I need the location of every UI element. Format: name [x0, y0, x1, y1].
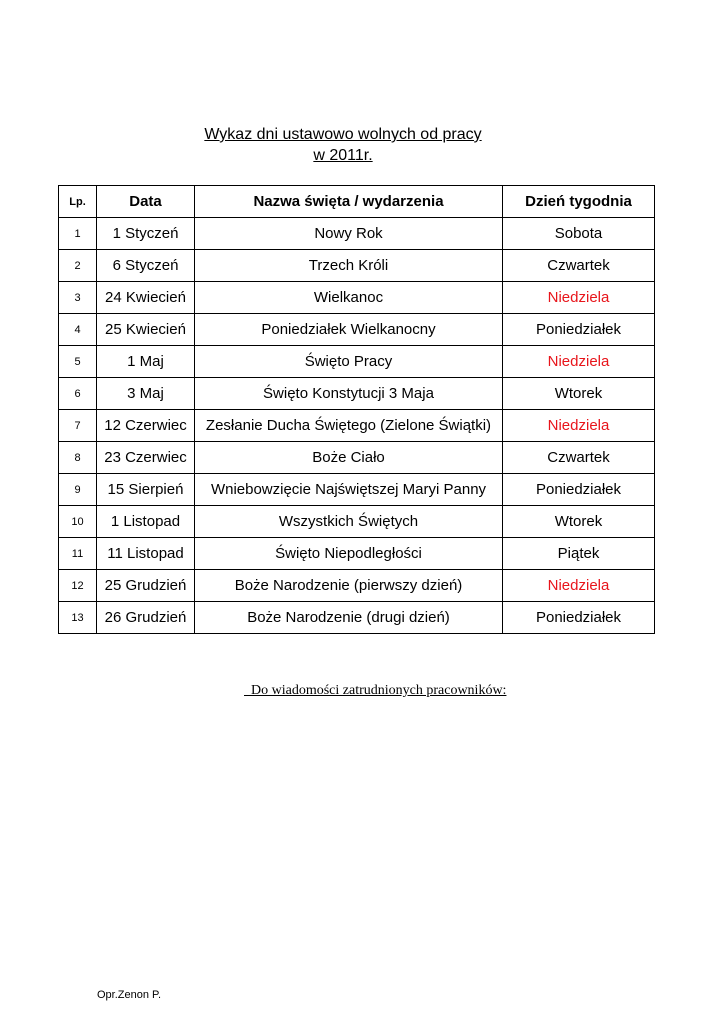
cell-date: 12 Czerwiec — [97, 410, 195, 442]
cell-date: 24 Kwiecień — [97, 282, 195, 314]
table-row — [59, 506, 655, 538]
table-row — [59, 538, 655, 570]
cell-date: 15 Sierpień — [97, 474, 195, 506]
document-title: Wykaz dni ustawowo wolnych od pracy — [204, 126, 482, 143]
cell-holiday-name: Zesłanie Ducha Świętego (Zielone Świątki) — [195, 410, 503, 442]
cell-weekday: Sobota — [503, 218, 655, 250]
header-lp: Lp. — [59, 186, 97, 218]
cell-weekday: Czwartek — [503, 442, 655, 474]
cell-lp: 8 — [59, 442, 97, 474]
notice-employees: Do wiadomości zatrudnionych pracowników: — [244, 683, 507, 698]
cell-weekday: Niedziela — [503, 346, 655, 378]
cell-date: 1 Maj — [97, 346, 195, 378]
cell-date: 1 Styczeń — [97, 218, 195, 250]
cell-date: 1 Listopad — [97, 506, 195, 538]
header-weekday: Dzień tygodnia — [503, 186, 655, 218]
table-row — [59, 474, 655, 506]
table-row — [59, 218, 655, 250]
cell-holiday-name: Boże Narodzenie (pierwszy dzień) — [195, 570, 503, 602]
document-subtitle-year: w 2011r. — [313, 147, 373, 164]
cell-holiday-name: Święto Niepodległości — [195, 538, 503, 570]
cell-lp: 6 — [59, 378, 97, 410]
cell-lp: 10 — [59, 506, 97, 538]
table-row — [59, 282, 655, 314]
cell-weekday: Niedziela — [503, 282, 655, 314]
cell-weekday: Poniedziałek — [503, 314, 655, 346]
cell-holiday-name: Boże Ciało — [195, 442, 503, 474]
cell-holiday-name: Trzech Króli — [195, 250, 503, 282]
table-row — [59, 602, 655, 634]
cell-holiday-name: Wszystkich Świętych — [195, 506, 503, 538]
cell-lp: 11 — [59, 538, 97, 570]
footer-author: Opr.Zenon P. — [97, 989, 162, 1001]
cell-holiday-name: Święto Pracy — [195, 346, 503, 378]
cell-date: 6 Styczeń — [97, 250, 195, 282]
cell-holiday-name: Poniedziałek Wielkanocny — [195, 314, 503, 346]
cell-weekday: Niedziela — [503, 410, 655, 442]
cell-weekday: Poniedziałek — [503, 602, 655, 634]
cell-date: 26 Grudzień — [97, 602, 195, 634]
cell-date: 25 Kwiecień — [97, 314, 195, 346]
cell-holiday-name: Święto Konstytucji 3 Maja — [195, 378, 503, 410]
cell-lp: 9 — [59, 474, 97, 506]
holidays-table — [58, 185, 655, 634]
table-row — [59, 378, 655, 410]
cell-holiday-name: Wniebowzięcie Najświętszej Maryi Panny — [195, 474, 503, 506]
table-row — [59, 410, 655, 442]
cell-date: 25 Grudzień — [97, 570, 195, 602]
table-row — [59, 314, 655, 346]
cell-holiday-name: Boże Narodzenie (drugi dzień) — [195, 602, 503, 634]
cell-lp: 2 — [59, 250, 97, 282]
table-row — [59, 250, 655, 282]
cell-weekday: Poniedziałek — [503, 474, 655, 506]
cell-lp: 1 — [59, 218, 97, 250]
cell-lp: 3 — [59, 282, 97, 314]
cell-weekday: Niedziela — [503, 570, 655, 602]
table-row — [59, 346, 655, 378]
cell-date: 11 Listopad — [97, 538, 195, 570]
header-date: Data — [97, 186, 195, 218]
cell-lp: 12 — [59, 570, 97, 602]
cell-date: 3 Maj — [97, 378, 195, 410]
table-row — [59, 570, 655, 602]
header-holiday-name: Nazwa święta / wydarzenia — [195, 186, 503, 218]
cell-lp: 13 — [59, 602, 97, 634]
cell-lp: 5 — [59, 346, 97, 378]
cell-lp: 7 — [59, 410, 97, 442]
cell-lp: 4 — [59, 314, 97, 346]
cell-date: 23 Czerwiec — [97, 442, 195, 474]
cell-weekday: Piątek — [503, 538, 655, 570]
cell-weekday: Wtorek — [503, 378, 655, 410]
holidays-table-body — [59, 218, 655, 634]
cell-weekday: Wtorek — [503, 506, 655, 538]
table-row — [59, 442, 655, 474]
cell-holiday-name: Wielkanoc — [195, 282, 503, 314]
cell-weekday: Czwartek — [503, 250, 655, 282]
cell-holiday-name: Nowy Rok — [195, 218, 503, 250]
table-header-row — [59, 186, 655, 218]
